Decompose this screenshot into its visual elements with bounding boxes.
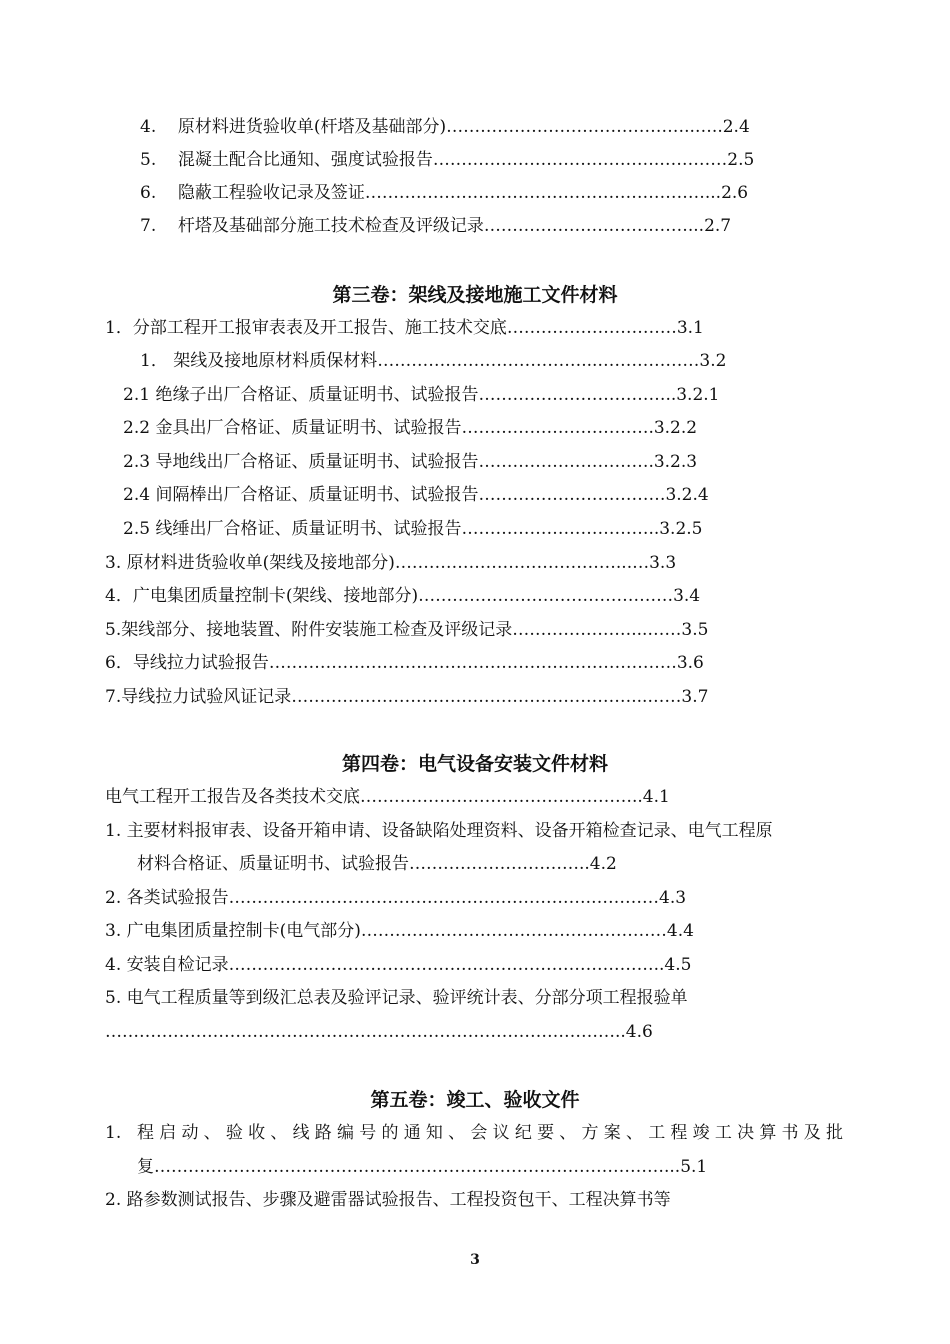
vol3-item: 1．分部工程开工报审表表及开工报告、施工技术交底…………………………3.1	[105, 318, 704, 338]
vol3-item: 5.架线部分、接地装置、附件安装施工检查及评级记录…………………...……3.5	[105, 620, 709, 640]
vol3-item: 7.导线拉力试验风证记录……………………………………………………...……3.7	[105, 687, 709, 707]
vol3-item: 2.5 线缍出厂合格证、质量证明书、试验报告……………………………..3.2.5	[123, 519, 703, 539]
vol5-item-1: 程启动、验收、线路编号的通知、会议纪要、方案、工程竣工决算书及批	[137, 1123, 845, 1143]
vol3-item: 2.2 金具出厂合格证、质量证明书、试验报告…………………………….3.2.2	[123, 418, 698, 438]
item-text: 隐蔽工程验收记录及签证……………………………………………………...2.6	[177, 183, 749, 203]
vol5-heading: 第五卷：竣工、验收文件	[370, 1089, 580, 1111]
page-number: 3	[470, 1252, 480, 1268]
item-text: 杆塔及基础部分施工技术检查及评级记录………………………………...2.7	[177, 216, 732, 236]
vol4-heading: 第四卷：电气设备安装文件材料	[341, 753, 608, 775]
vol4-item-1: 1. 主要材料报审表、设备开箱申请、设备缺陷处理资料、设备开箱检查记录、电气工程原	[105, 821, 773, 841]
vol2-item-6	[140, 182, 748, 204]
vol4-item: 5. 电气工程质量等到级汇总表及验评记录、验评统计表、分部分项工程报验单	[105, 988, 688, 1008]
vol3-heading: 第三卷：架线及接地施工文件材料	[332, 284, 618, 306]
vol2-item-7	[140, 215, 731, 237]
vol3-item: 4．广电集团质量控制卡(架线、接地部分)………………………………………3.4	[105, 586, 701, 606]
vol4-item: 4. 安装自检记录…………………………………………………………………..4.5	[105, 955, 692, 975]
vol5-item-1-number: 1.	[105, 1123, 122, 1143]
item-number: 6.	[140, 183, 157, 203]
vol3-item: 3. 原材料进货验收单(架线及接地部分)…………………………………...…3.3	[105, 553, 677, 573]
vol3-item: 1． 架线及接地原材料质保材料………………………………...………………3.2	[140, 351, 727, 371]
vol2-item-4	[140, 116, 750, 138]
vol4-item: 3. 广电集团质量控制卡(电气部分)………………………………………………4.4	[105, 921, 694, 941]
vol5-item-2: 2. 路参数测试报告、步骤及避雷器试验报告、工程投资包干、工程决算书等	[105, 1190, 671, 1210]
item-text: 原材料进货验收单(杆塔及基础部分)……………………………………..…..2.4	[177, 117, 750, 137]
vol5-item-1-cont: 复………………………………………………………………………………...5.1	[137, 1157, 708, 1177]
vol3-item: 6．导线拉力试验报告………………………………………………………………3.6	[105, 653, 704, 673]
item-text: 混凝土配合比通知、强度试验报告………………………………….…………2.5	[177, 150, 755, 170]
vol3-item: 2.3 导地线出厂合格证、质量证明书、试验报告………………………….3.2.3	[123, 452, 698, 472]
item-number: 7.	[140, 216, 157, 236]
item-number: 5.	[140, 150, 157, 170]
vol4-item-5-cont: ………………………………………………………………………………..4.6	[105, 1022, 653, 1042]
vol2-item-5	[140, 149, 754, 171]
vol3-item: 2.4 间隔棒出厂合格证、质量证明书、试验报告……………………………3.2.4	[123, 485, 709, 505]
vol4-item-1-cont: 材料合格证、质量证明书、试验报告…………………………..4.2	[137, 854, 617, 874]
item-number: 4.	[140, 117, 157, 137]
vol4-intro: 电气工程开工报告及各类技术交底…………………………………………..4.1	[105, 787, 670, 807]
vol3-item: 2.1 绝缘子出厂合格证、质量证明书、试验报告……………………………..3.2.1	[123, 385, 720, 405]
vol4-item: 2. 各类试验报告……………………………………………………….…………4.3	[105, 888, 687, 908]
